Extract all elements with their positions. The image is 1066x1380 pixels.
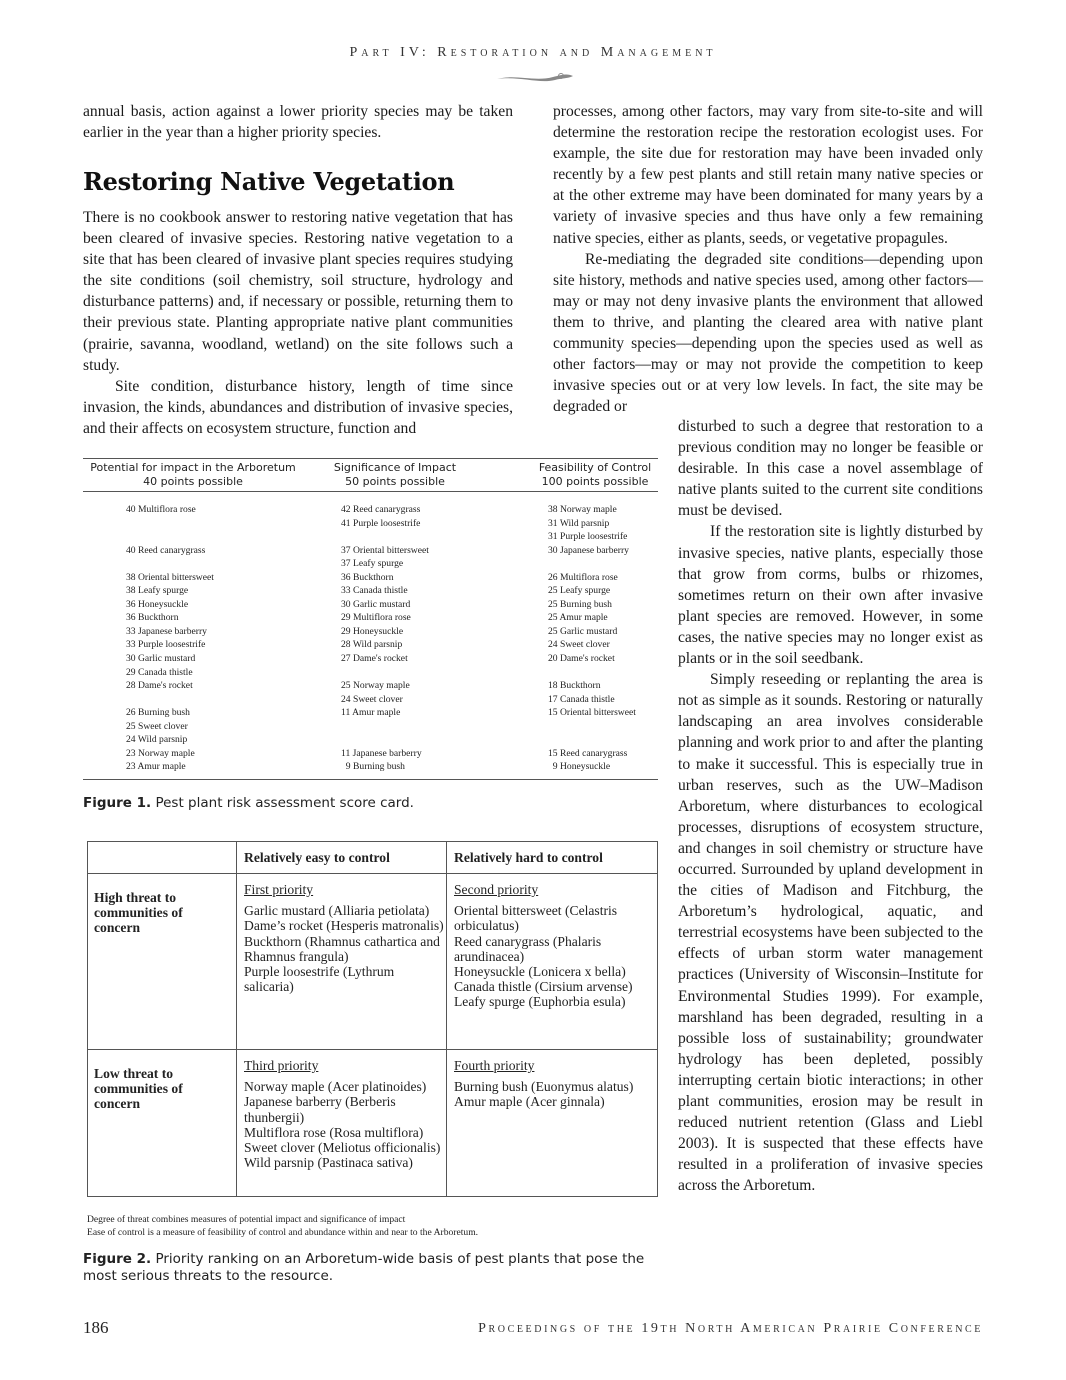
score-entry: 25 Leafy spurge	[548, 585, 611, 597]
score-entry	[126, 517, 214, 531]
column-header	[83, 461, 303, 489]
column-header	[528, 461, 662, 489]
paragraph: Simply reseeding or replanting the area is not as simple as it sounds. Restoring or naturally landscaping an area involves considerable planning and work prior to and after the planting to make it successful. This is especially true in urban reserves, such as the UW–Madison Arboretum, where disturbances to ecological processes, disruptions of ecosystem structure, and changes in soil chemistry or structure have occurred. Surrounded by upland development in the cities of Madison and Fitchburg, the Arboretum’s hydrological, aquatic, and terrestrial ecosystems have been subjected to the effects of urban storm water management practices (University of Wisconsin–Institute for Environmental Studies 1999). For example, marshland has been degraded, resulting in a possible loss of sustainability; groundwater hydrology has been depleted, possibly interrupting certain biotic interactions; in other plant communities, erosion may be result in reduced nutrient retention (Glass and Liebl 2003). It is suspected that these effects have resulted in a proliferation of invasive species across the Arboretum.	[678, 671, 983, 1195]
column-header-easy: Relatively easy to control	[244, 850, 390, 865]
score-column-feasibility	[548, 503, 636, 774]
running-head	[0, 44, 1066, 61]
score-entry: 17 Canada thistle	[548, 693, 615, 705]
running-foot-text: Proceedings of the 19th North American Prairie Conference	[478, 1321, 983, 1336]
paragraph: Re-mediating the degraded site conditions—depending upon site history, methods and native species used, among other factors—may or may not deny invasive plants the environment that allowed them to thrive, and planting the cleared area with native plant community species—depending upon the species used as well as other factors—may or may not provide the competition to keep invasive species out or at very low levels. In fact, the site may be degraded or	[553, 250, 983, 416]
species-item: Oriental bittersweet (Celastris orbiculatus)	[454, 903, 618, 934]
cell-second-priority	[454, 882, 654, 1010]
column-header-sub: 100 points possible	[541, 475, 649, 488]
score-entry: 28 Wild parsnip	[341, 639, 403, 651]
right-column-top	[553, 101, 983, 417]
score-entry: 29 Honeysuckle	[341, 625, 404, 637]
species-item: Buckthorn (Rhamnus cathartica and Rhamnus frangula)	[244, 933, 440, 964]
score-entry	[548, 557, 636, 571]
species-item: Amur maple (Acer ginnala)	[454, 1094, 605, 1110]
row-header-low-threat: Low threat to communities of concern	[94, 1066, 183, 1112]
species-item: Leafy spurge (Euphorbia esula)	[454, 994, 626, 1010]
figure-2-caption	[83, 1251, 658, 1285]
priority-title: First priority	[244, 882, 314, 897]
score-entry: 40 Multiflora rose	[126, 504, 196, 515]
score-entry: 15 Reed canarygrass	[548, 747, 628, 759]
page-number: 186	[83, 1318, 109, 1337]
score-entry: 24 Sweet clover	[548, 639, 610, 651]
cell-fourth-priority	[454, 1058, 654, 1110]
score-entry: 37 Oriental bittersweet	[341, 544, 429, 556]
section-heading: Restoring Native Vegetation	[83, 167, 455, 196]
species-item: Purple loosestrife (Lythrum salicaria)	[244, 964, 395, 995]
paragraph: disturbed to such a degree that restoration to a previous condition may no longer be feasible or desirable. In this case a novel assemblage of native plants suited to the current site conditions must be devised.	[678, 418, 983, 520]
score-entry: 28 Dame's rocket	[126, 680, 193, 692]
grid-line	[236, 842, 237, 1196]
score-entry: 11 Japanese barberry	[341, 747, 422, 759]
score-entry: 24 Wild parsnip	[126, 734, 188, 746]
score-entry: 25 Garlic mustard	[548, 625, 618, 637]
ornament-flourish-icon	[495, 70, 575, 84]
running-foot	[478, 1320, 983, 1337]
cell-first-priority	[244, 882, 444, 994]
species-item: Norway maple (Acer platinoides)	[244, 1079, 427, 1095]
score-entry: 33 Canada thistle	[341, 585, 408, 597]
paragraph: There is no cookbook answer to restoring native vegetation that has been cleared of invasive species. Restoring native vegetation to a site that has been cleared of invasive plant species requires studying the site conditions (soil chemistry, soil structure, hydrology and disturbance patterns) and, if necessary or possible, returning them to their previous state. Planting appropriate native plant communities (prairie, savanna, woodland, wetland) on the site follows such a study.	[83, 209, 513, 374]
score-entry: 38 Norway maple	[548, 504, 617, 515]
column-header-sub: 40 points possible	[143, 475, 243, 488]
figure-1-scorecard	[83, 458, 658, 780]
species-item: Burning bush (Euonymus alatus)	[454, 1079, 634, 1095]
score-entry: 25 Sweet clover	[126, 720, 188, 732]
score-entry: 41 Purple loosestrife	[341, 517, 421, 529]
priority-title: Second priority	[454, 882, 539, 897]
score-entry: 31 Purple loosestrife	[548, 531, 628, 543]
column-header-title: Significance of Impact	[333, 461, 457, 474]
rule	[83, 779, 658, 780]
score-entry: 30 Garlic mustard	[126, 653, 196, 665]
score-entry: 30 Japanese barberry	[548, 544, 629, 556]
score-entry: 25 Burning bush	[548, 598, 612, 610]
column-header-title: Potential for impact in the Arboretum	[90, 461, 296, 474]
running-head-text: Part IV: Restoration and Management	[349, 45, 717, 60]
score-entry: 30 Garlic mustard	[341, 598, 411, 610]
score-entry: 36 Honeysuckle	[126, 598, 189, 610]
left-column-body	[83, 207, 513, 439]
score-entry: 36 Buckthorn	[341, 571, 394, 583]
note-line: Degree of threat combines measures of potential impact and significance of impact	[87, 1214, 406, 1225]
score-entry: 33 Japanese barberry	[126, 625, 207, 637]
figure-2-priority-table	[87, 841, 658, 1197]
priority-title: Fourth priority	[454, 1058, 535, 1073]
score-entry: 18 Buckthorn	[548, 680, 601, 692]
species-item: Japanese barberry (Berberis thunbergii)	[244, 1094, 396, 1125]
rule	[83, 458, 658, 459]
species-item: Sweet clover (Meliotus officionalis)	[244, 1140, 441, 1156]
cell-third-priority	[244, 1058, 444, 1170]
score-entry: 36 Buckthorn	[126, 612, 179, 624]
paragraph: If the restoration site is lightly disturbed by invasive species, native plants, especially those that grow from corms, bulbs or rhizomes, sometimes return on their own after invasive plant species are removed. However, in some cases, the native species may no longer exist as plants or in the soil seedbank.	[678, 523, 983, 668]
grid-line	[88, 1049, 657, 1050]
score-entry: 25 Norway maple	[341, 680, 410, 692]
species-item: Canada thistle (Cirsium arvense)	[454, 979, 633, 995]
caption-label: Figure 1.	[83, 795, 152, 811]
caption-text: Pest plant risk assessment score card.	[151, 795, 414, 811]
score-entry: 24 Sweet clover	[341, 693, 403, 705]
score-entry	[341, 530, 429, 544]
species-item: Honeysuckle (Lonicera x bella)	[454, 964, 626, 980]
score-entry: 11 Amur maple	[341, 707, 401, 719]
grid-line	[446, 842, 447, 1196]
score-entry	[341, 666, 429, 680]
score-entry: 27 Dame's rocket	[341, 653, 408, 665]
score-entry: 40 Reed canarygrass	[126, 544, 206, 556]
score-entry	[126, 557, 214, 571]
score-entry: 15 Oriental bittersweet	[548, 707, 636, 719]
species-item: Reed canarygrass (Phalaris arundinacea)	[454, 933, 602, 964]
score-entry: 29 Multiflora rose	[341, 612, 411, 624]
score-entry: 26 Multiflora rose	[548, 571, 618, 583]
priority-title: Third priority	[244, 1058, 319, 1073]
score-entry: 23 Amur maple	[126, 761, 186, 773]
species-item: Wild parsnip (Pastinaca sativa)	[244, 1155, 413, 1171]
score-entry	[548, 666, 636, 680]
row-header-high-threat: High threat to communities of concern	[94, 890, 183, 936]
score-entry: 26 Burning bush	[126, 707, 190, 719]
score-column-significance	[341, 503, 429, 774]
score-entry: 31 Wild parsnip	[548, 517, 610, 529]
score-entry	[126, 693, 214, 707]
figure-1-caption	[83, 795, 658, 812]
paragraph: annual basis, action against a lower priority species may be taken earlier in the year than a higher priority species.	[83, 103, 513, 142]
right-column-bottom	[678, 416, 983, 1196]
rule	[83, 491, 658, 492]
score-entry	[341, 720, 429, 734]
column-header	[320, 461, 470, 489]
species-item: Garlic mustard (Alliaria petiolata)	[244, 903, 430, 919]
note-line: Ease of control is a measure of feasibility of control and abundance within and near to the Arboretum.	[87, 1227, 479, 1238]
score-entry: 23 Norway maple	[126, 747, 195, 759]
score-entry: 42 Reed canarygrass	[341, 504, 421, 515]
grid-line	[88, 873, 657, 874]
score-entry: 20 Dame's rocket	[548, 653, 615, 665]
paragraph: Site condition, disturbance history, length of time since invasion, the kinds, abundances and distribution of invasive species, and their affects on ecosystem structure, function and	[83, 377, 513, 437]
score-column-impact	[126, 503, 214, 774]
species-item: Dame’s rocket (Hesperis matronalis)	[244, 918, 444, 934]
species-item: Multiflora rose (Rosa multiflora)	[244, 1124, 424, 1140]
score-entry: 9 Burning bush	[341, 761, 405, 773]
column-header-sub: 50 points possible	[345, 475, 445, 488]
score-entry: 38 Leafy spurge	[126, 585, 189, 597]
score-entry: 9 Honeysuckle	[548, 761, 611, 773]
figure-2-notes	[87, 1213, 478, 1239]
score-entry: 37 Leafy spurge	[341, 558, 404, 570]
left-column-top	[83, 101, 513, 143]
caption-label: Figure 2.	[83, 1251, 152, 1267]
score-entry	[548, 733, 636, 747]
score-entry	[548, 720, 636, 734]
score-entry: 38 Oriental bittersweet	[126, 571, 214, 583]
column-header-title: Feasibility of Control	[538, 461, 652, 474]
score-entry: 33 Purple loosestrife	[126, 639, 206, 651]
caption-text: Priority ranking on an Arboretum-wide basis of pest plants that pose the most serious threats to the resource.	[83, 1251, 645, 1284]
score-entry: 25 Amur maple	[548, 612, 608, 624]
paragraph: processes, among other factors, may vary from site-to-site and will determine the restoration recipe the restoration ecologist uses. For example, the site due for restoration may have been invaded only recently by a few pest plants and still retain many native species or at the other extreme may have been dominated for many years by a variety of invasive species and thus have only a few remaining native species, either as plants, seeds, or vegetative propagules.	[553, 103, 983, 247]
score-entry	[341, 733, 429, 747]
column-header-hard: Relatively hard to control	[454, 850, 603, 865]
score-entry	[126, 530, 214, 544]
score-entry: 29 Canada thistle	[126, 666, 193, 678]
